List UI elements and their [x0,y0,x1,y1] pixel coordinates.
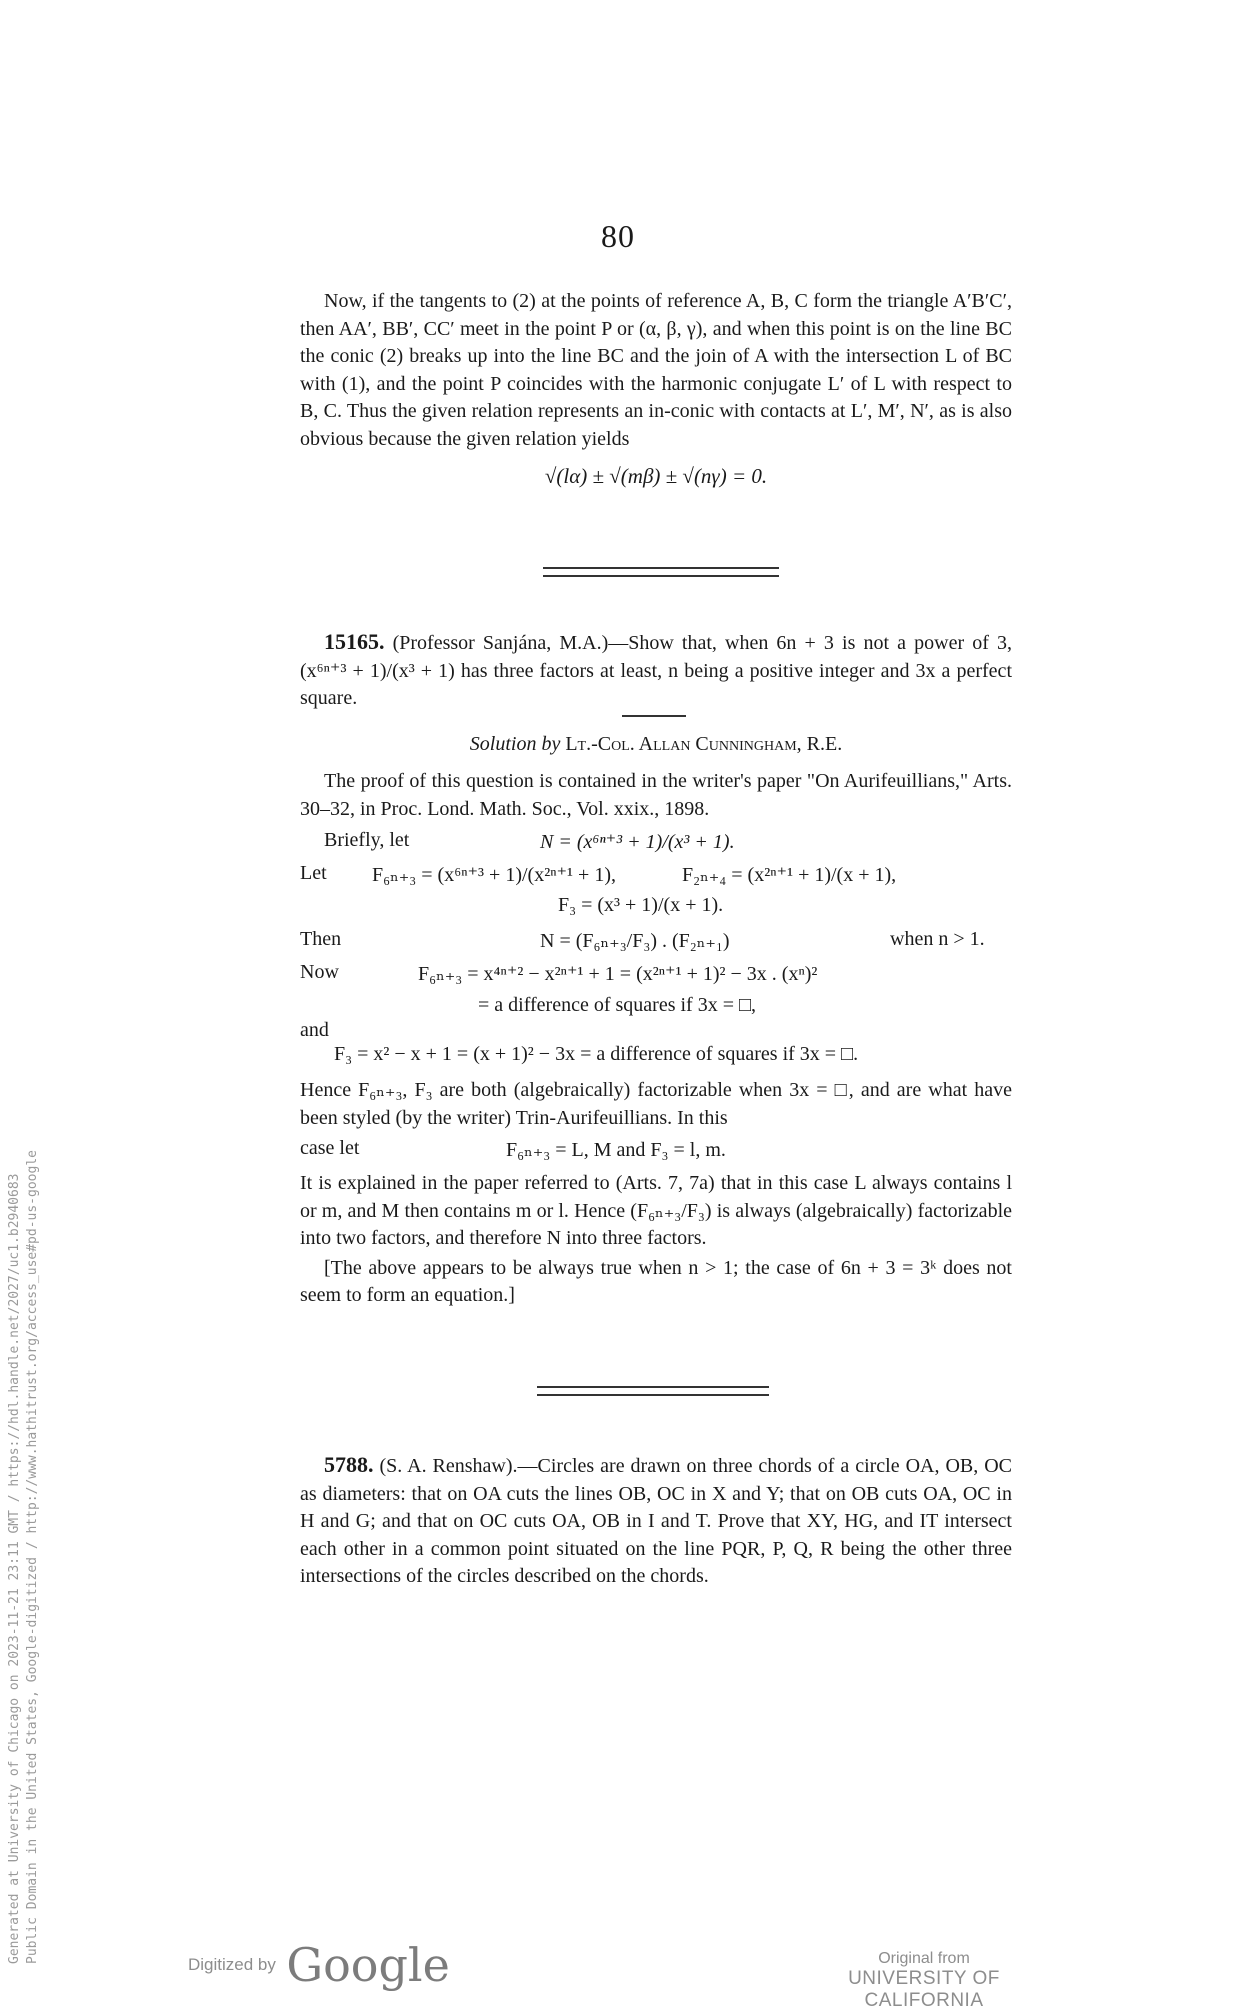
digitized-by-label: Digitized by [188,1955,276,1974]
watermark-line-1: Generated at University of Chicago on 2023-11-21 23:11 GMT / https://hdl.handle.net/2027/uc1.b2940683 [7,1173,22,1964]
math-row-f3 [300,894,1012,924]
now-equation: F₆ₙ₊₃ = x⁴ⁿ⁺² − x²ⁿ⁺¹ + 1 = (x²ⁿ⁺¹ + 1)² − 3x . (xⁿ)² [418,963,818,985]
math-row-briefly [300,829,1012,859]
short-rule [622,715,686,717]
case-label: case let [300,1137,360,1159]
question-statement: (Professor Sanjána, M.A.)—Show that, when 6n + 3 is not a power of 3, (x⁶ⁿ⁺³ + 1)/(x³ + 1) has three factors at least, n being a positive integer and 3x a perfect square. [300,632,1012,710]
math-row-f3-difference [300,1043,1012,1073]
explained-block [300,1170,1012,1310]
original-from [789,1950,1059,2012]
math-row-let [300,862,1012,892]
page-number: 80 [601,218,635,254]
editor-note: [The above appears to be always true when n > 1; the case of 6n + 3 = 3ᵏ does not seem to form an equation.] [300,1256,1012,1307]
google-logo: Google [286,1938,450,1992]
solver-name: Lt.-Col. Allan Cunningham, R.E. [565,733,843,755]
briefly-label: Briefly, let [324,829,410,851]
hathitrust-watermark [6,994,42,1964]
let-equation-2: F₂ₙ₊₄ = (x²ⁿ⁺¹ + 1)/(x + 1), [682,864,897,886]
f3-equation: F₃ = (x³ + 1)/(x + 1). [558,894,724,916]
question-number: 15165. [324,629,385,654]
hence-block [300,1077,1012,1132]
let-label: Let [300,862,327,884]
then-equation: N = (F₆ₙ₊₃/F₃) . (F₂ₙ₊₁) [540,930,730,952]
section-a-formula: √(lα) ± √(mβ) ± √(nγ) = 0. [544,463,768,488]
question-5788 [300,1451,1012,1591]
original-from-label: Original from [878,1950,970,1967]
math-row-now [300,961,1012,991]
question-15165 [300,628,1012,713]
then-label: Then [300,928,342,950]
and-label: and [300,1019,329,1041]
f3-difference-equation: F₃ = x² − x + 1 = (x + 1)² − 3x = a difference of squares if 3x = □. [334,1043,859,1065]
now-label: Now [300,961,339,983]
solution-line [300,733,1012,756]
question-15165-text [300,628,1012,713]
digitized-by-google [188,1938,450,1992]
question-5788-statement: (S. A. Renshaw).—Circles are drawn on three chords of a circle OA, OB, OC as diameters: that on OA cuts the lines OB, OC in X and Y; that on OB cuts OA, OC in H and G; and that on OC cuts OA, OB in I and T. Prove that XY, HG, and IT intersect each other in a common point situated on the line PQR, P, Q, R being the other three intersections of the circles described on the chords. [300,1455,1012,1588]
let-equation-1: F₆ₙ₊₃ = (x⁶ⁿ⁺³ + 1)/(x²ⁿ⁺¹ + 1), [372,864,616,886]
section-a-paragraph: Now, if the tangents to (2) at the points of reference A, B, C form the triangle A′B′C′, then AA′, BB′, CC′ meet in the point P or (α, β, γ), and when this point is on the line BC the conic (2) breaks up into the line BC and the join of A with the intersection L of BC with (1), and the point P coincides with the harmonic conjugate L′ of L with respect to B, C. Thus the given relation represents an in-conic with contacts at L′, M′, N′, as is also obvious because the given relation yields [300,290,1012,450]
case-equation: F₆ₙ₊₃ = L, M and F₃ = l, m. [506,1139,726,1161]
question-5788-text [300,1451,1012,1591]
proof-intro-block [300,768,1012,823]
solution-by-label: Solution by [469,733,561,755]
math-row-case [300,1137,1012,1167]
briefly-equation: N = (x⁶ⁿ⁺³ + 1)/(x³ + 1). [540,831,735,853]
section-a [300,288,1012,489]
watermark-line-2: Public Domain in the United States, Google-digitized / http://www.hathitrust.org/access_use#pd-us-google [25,1150,40,1964]
hence-paragraph: Hence F₆ₙ₊₃, F₃ are both (algebraically) factorizable when 3x = □, and are what have been styled (by the writer) Trin-Aurifeuillians. In this [300,1079,1012,1129]
math-row-then [300,928,1012,958]
section-divider-2 [537,1386,769,1396]
difference-equation: = a difference of squares if 3x = □, [478,994,757,1016]
then-condition: when n > 1. [890,928,985,950]
proof-intro: The proof of this question is contained in the writer's paper "On Aurifeuillians," Arts. 30–32, in Proc. Lond. Math. Soc., Vol. xxix., 1898. [300,770,1012,820]
question-number-5788: 5788. [324,1452,374,1477]
university-name: UNIVERSITY OF CALIFORNIA [848,1968,1000,2011]
explained-paragraph: It is explained in the paper referred to (Arts. 7, 7a) that in this case L always contains l or m, and M then contains m or l. Hence (F₆ₙ₊₃/F₃) is always (algebraically) factorizable into two factors, and therefore N into three factors. [300,1172,1012,1250]
section-divider [543,567,779,577]
